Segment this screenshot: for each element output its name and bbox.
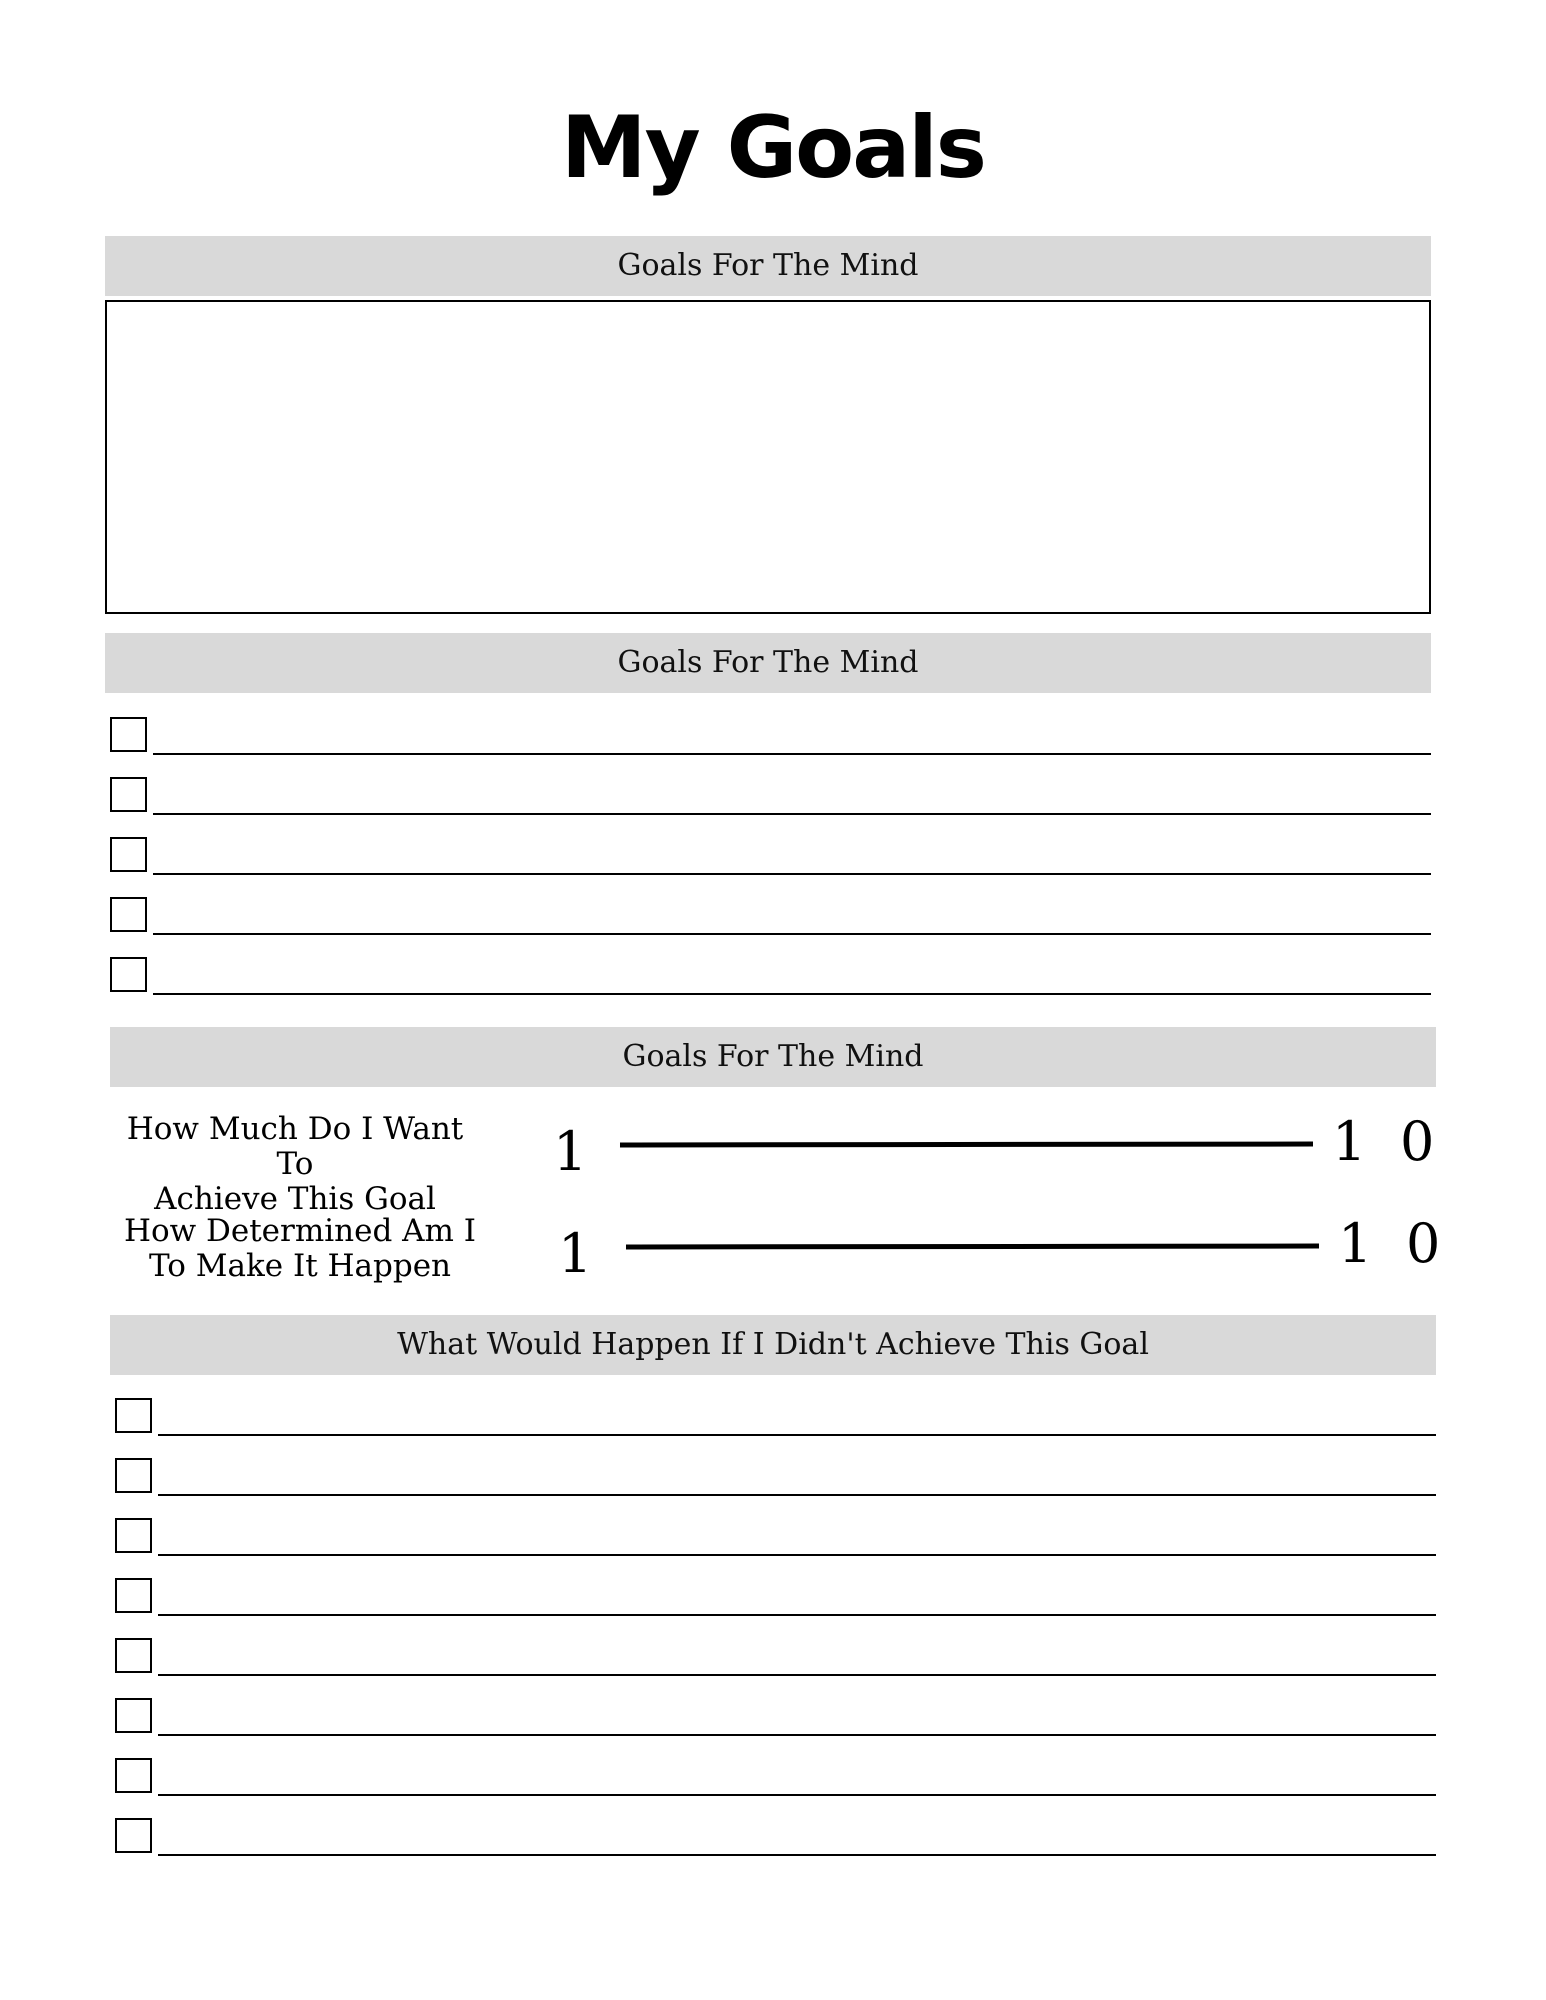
- rating-max-digit: 1: [1338, 1212, 1373, 1275]
- checklist-row: [115, 1576, 1436, 1616]
- rating-label-line: Achieve This Goal: [154, 1181, 436, 1217]
- write-line[interactable]: [153, 933, 1431, 935]
- checkbox[interactable]: [115, 1698, 152, 1733]
- write-line[interactable]: [153, 993, 1431, 995]
- write-line[interactable]: [158, 1434, 1436, 1436]
- checklist-row: [110, 775, 1431, 815]
- checklist-row: [110, 835, 1431, 875]
- write-line[interactable]: [158, 1794, 1436, 1796]
- rating-max-digit: 0: [1406, 1212, 1441, 1275]
- write-line[interactable]: [158, 1614, 1436, 1616]
- checkbox[interactable]: [115, 1638, 152, 1673]
- rating-max-digit: 1: [1332, 1110, 1367, 1173]
- checkbox[interactable]: [110, 777, 147, 812]
- rating-label-line: To Make It Happen: [148, 1248, 452, 1284]
- rating-label-line: How Determined Am I: [123, 1213, 477, 1249]
- checklist-row: [115, 1816, 1436, 1856]
- write-line[interactable]: [158, 1494, 1436, 1496]
- write-line[interactable]: [153, 813, 1431, 815]
- checkbox[interactable]: [115, 1818, 152, 1853]
- rating-label: [115, 1214, 485, 1284]
- checkbox[interactable]: [115, 1578, 152, 1613]
- rating-min: 1: [553, 1120, 588, 1183]
- checklist-row: [115, 1696, 1436, 1736]
- checklist-row: [115, 1756, 1436, 1796]
- checkbox[interactable]: [115, 1758, 152, 1793]
- section-header-rating: Goals For The Mind: [110, 1027, 1436, 1087]
- checklist-row: [115, 1396, 1436, 1436]
- rating-label-line: How Much Do I Want To: [126, 1111, 464, 1182]
- write-line[interactable]: [153, 873, 1431, 875]
- rating-scale-determined: [110, 1212, 1441, 1294]
- section-header-mind-box: Goals For The Mind: [105, 236, 1431, 296]
- write-line[interactable]: [158, 1674, 1436, 1676]
- checklist-row: [110, 955, 1431, 995]
- section-header-mind-checklist: Goals For The Mind: [105, 633, 1431, 693]
- checkbox[interactable]: [115, 1398, 152, 1433]
- checkbox[interactable]: [115, 1458, 152, 1493]
- checkbox[interactable]: [110, 837, 147, 872]
- section-header-consequences: What Would Happen If I Didn't Achieve This Goal: [110, 1315, 1436, 1375]
- checklist-row: [115, 1456, 1436, 1496]
- checkbox[interactable]: [115, 1518, 152, 1553]
- write-line[interactable]: [158, 1854, 1436, 1856]
- rating-max-digit: 0: [1400, 1110, 1435, 1173]
- goal-writing-area[interactable]: [105, 300, 1431, 614]
- checklist-row: [110, 715, 1431, 755]
- page-title: My Goals: [561, 98, 985, 198]
- write-line[interactable]: [158, 1734, 1436, 1736]
- rating-track[interactable]: [626, 1244, 1319, 1250]
- rating-label: [110, 1112, 480, 1217]
- checkbox[interactable]: [110, 897, 147, 932]
- checkbox[interactable]: [110, 957, 147, 992]
- checklist-row: [110, 895, 1431, 935]
- rating-min: 1: [558, 1222, 593, 1285]
- write-line[interactable]: [153, 753, 1431, 755]
- rating-track[interactable]: [620, 1142, 1313, 1148]
- checklist-row: [115, 1516, 1436, 1556]
- rating-scale-want: [110, 1110, 1436, 1217]
- write-line[interactable]: [158, 1554, 1436, 1556]
- checkbox[interactable]: [110, 717, 147, 752]
- checklist-row: [115, 1636, 1436, 1676]
